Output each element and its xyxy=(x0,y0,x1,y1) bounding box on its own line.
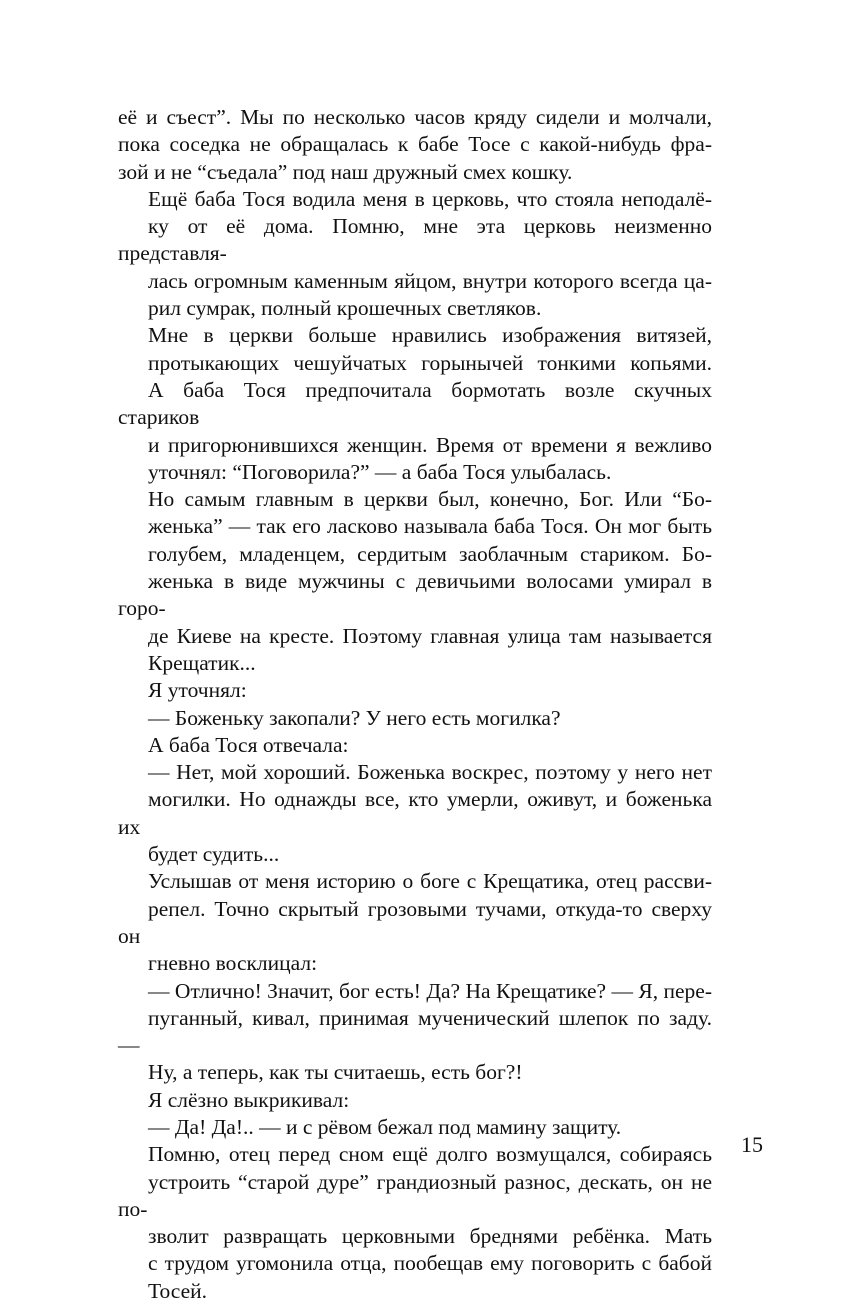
text-line: могилки. Но однажды все, кто умерли, оживут, и боженька их xyxy=(118,787,712,839)
text-line: гневно восклицал: xyxy=(148,951,318,976)
paragraph xyxy=(118,978,712,1087)
paragraph xyxy=(118,1087,712,1114)
text-line: Помню, отец перед сном ещё долго возмущался, собираясь xyxy=(148,1142,712,1167)
text-line: с трудом угомонила отца, пообещав ему поговорить с бабой xyxy=(148,1251,712,1276)
text-line: зой и не “съедала” под наш дружный смех кошку. xyxy=(118,159,573,184)
text-line: Услышав от меня историю о боге с Крещатика, отец рассви- xyxy=(148,869,712,894)
text-line: голубем, младенцем, сердитым заоблачным стариком. Бо- xyxy=(148,541,712,566)
text-line: и пригорюнившихся женщин. Время от времени я вежливо xyxy=(148,432,712,457)
text-line: Но самым главным в церкви был, конечно, Бог. Или “Бо- xyxy=(148,487,712,512)
text-line: её и съест”. Мы по несколько часов кряду сидели и молчали, xyxy=(118,105,712,129)
text-line: — Отлично! Значит, бог есть! Да? На Крещатике? — Я, пере- xyxy=(148,978,712,1003)
text-line: А баба Тося отвечала: xyxy=(148,732,349,757)
text-line: женька” — так его ласково называла баба Тося. Он мог быть xyxy=(148,514,712,539)
text-line: зволит развращать церковными бреднями ребёнка. Мать xyxy=(148,1224,712,1249)
paragraph xyxy=(118,868,712,977)
paragraph xyxy=(118,186,712,322)
text-line: пуганный, кивал, принимая мученический шлепок по заду. — xyxy=(118,1005,712,1058)
text-line: — Боженьку закопали? У него есть могилка? xyxy=(148,705,561,730)
paragraph xyxy=(118,322,712,486)
text-line: Мне в церкви больше нравились изображения витязей, xyxy=(148,323,712,348)
paragraph xyxy=(118,104,712,186)
text-line: пока соседка не обращалась к бабе Тосе с какой-нибудь фра- xyxy=(118,132,712,157)
text-line: женька в виде мужчины с девичьими волосами умирал в горо- xyxy=(118,569,712,621)
paragraph xyxy=(118,1141,712,1305)
text-line: Я уточнял: xyxy=(148,678,247,703)
paragraph xyxy=(118,705,712,732)
text-line: рил сумрак, полный крошечных светляков. xyxy=(148,296,542,321)
text-line: протыкающих чешуйчатых горынычей тонкими копьями. xyxy=(148,350,712,375)
paragraph xyxy=(118,759,712,868)
text-line: Ну, а теперь, как ты считаешь, есть бог?! xyxy=(148,1060,523,1085)
text-line: Я слёзно выкрикивал: xyxy=(148,1087,350,1112)
paragraph xyxy=(118,677,712,704)
text-line: лась огромным каменным яйцом, внутри которого всегда ца- xyxy=(148,268,712,293)
text-line: А баба Тося предпочитала бормотать возле скучных стариков xyxy=(118,377,712,430)
text-line: будет судить... xyxy=(148,842,280,867)
paragraph xyxy=(118,486,712,677)
text-line: де Киеве на кресте. Поэтому главная улица там называется xyxy=(148,623,712,648)
text-line: Ещё баба Тося водила меня в церковь, что стояла неподалё- xyxy=(148,186,712,211)
text-line: Крещатик... xyxy=(148,650,256,675)
page-number: 15 xyxy=(741,1132,763,1157)
text-line: устроить “старой дуре” грандиозный разнос, дескать, он не по- xyxy=(118,1169,712,1221)
text-line: репел. Точно скрытый грозовыми тучами, откуда-то сверху он xyxy=(118,896,712,948)
paragraph xyxy=(118,1114,712,1141)
text-line: — Да! Да!.. — и с рёвом бежал под мамину защиту. xyxy=(148,1114,622,1139)
page-text-body xyxy=(118,104,712,1305)
text-line: — Нет, мой хороший. Боженька воскрес, поэтому у него нет xyxy=(148,760,712,785)
text-line: ку от её дома. Помню, мне эта церковь неизменно представля- xyxy=(118,214,712,266)
text-line: Тосей. xyxy=(148,1278,208,1303)
paragraph xyxy=(118,732,712,759)
text-line: уточнял: “Поговорила?” — а баба Тося улыбалась. xyxy=(148,459,612,484)
